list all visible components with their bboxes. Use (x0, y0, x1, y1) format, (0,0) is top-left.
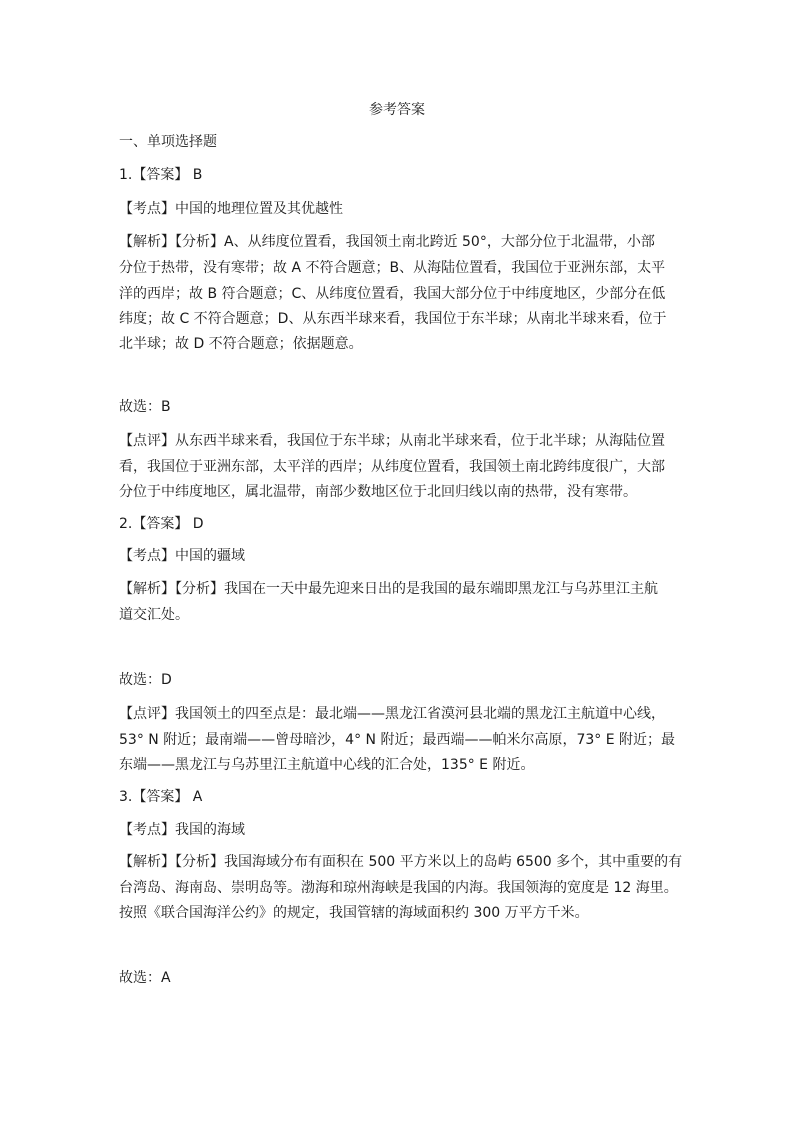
q1-topic: 【考点】中国的地理位置及其优越性 (119, 201, 343, 217)
q3-answer: 3.【答案】 A (119, 789, 203, 805)
q3-analysis-line: 【解析】【分析】我国海域分布有面积在 500 平方米以上的岛屿 6500 多个，其中重要的有 (119, 854, 683, 870)
q1-analysis-line: 北半球；故 D 不符合题意；依据题意。 (119, 336, 363, 352)
page-title: 参考答案 (369, 102, 425, 118)
q3-choice: 故选：A (119, 970, 171, 986)
q3-analysis-line: 台湾岛、海南岛、崇明岛等。渤海和琼州海峡是我国的内海。我国领海的宽度是 12 海里。 (119, 880, 678, 896)
q2-choice: 故选：D (119, 672, 172, 688)
q1-choice: 故选：B (119, 399, 171, 415)
q2-answer: 2.【答案】 D (119, 516, 204, 532)
q1-comment-line: 分位于中纬度地区，属北温带，南部少数地区位于北回归线以南的热带，没有寒带。 (119, 484, 637, 500)
q2-topic: 【考点】中国的疆域 (119, 548, 245, 564)
q1-analysis-line: 分位于热带，没有寒带；故 A 不符合题意；B、从海陆位置看，我国位于亚洲东部，太平 (119, 260, 666, 276)
q1-analysis-line: 纬度；故 C 不符合题意；D、从东西半球来看，我国位于东半球；从南北半球来看，位于 (119, 311, 667, 327)
q1-answer: 1.【答案】 B (119, 167, 203, 183)
q1-analysis-line: 【解析】【分析】A、从纬度位置看，我国领土南北跨近 50°，大部分位于北温带，小部 (119, 234, 655, 250)
q1-comment-line: 【点评】从东西半球来看，我国位于东半球；从南北半球来看，位于北半球；从海陆位置 (119, 433, 665, 449)
q2-analysis-line: 【解析】【分析】我国在一天中最先迎来日出的是我国的最东端即黑龙江与乌苏里江主航 (119, 581, 658, 597)
q3-analysis-line: 按照《联合国海洋公约》的规定，我国管辖的海域面积约 300 万平方千米。 (119, 905, 589, 921)
section-heading: 一、单项选择题 (119, 134, 217, 150)
q1-analysis-line: 洋的西岸；故 B 符合题意；C、从纬度位置看，我国大部分位于中纬度地区，少部分在低 (119, 286, 666, 302)
q2-comment-line: 东端——黑龙江与乌苏里江主航道中心线的汇合处，135° E 附近。 (119, 757, 535, 773)
q2-analysis-line: 道交汇处。 (119, 607, 189, 623)
q1-comment-line: 看，我国位于亚洲东部，太平洋的西岸；从纬度位置看，我国领土南北跨纬度很广，大部 (119, 459, 665, 475)
q3-topic: 【考点】我国的海域 (119, 822, 245, 838)
q2-comment-line: 53° N 附近；最南端——曾母暗沙，4° N 附近；最西端——帕米尔高原，73° E 附近；最 (119, 732, 676, 748)
q2-comment-line: 【点评】我国领土的四至点是：最北端——黑龙江省漠河县北端的黑龙江主航道中心线， (119, 706, 665, 722)
